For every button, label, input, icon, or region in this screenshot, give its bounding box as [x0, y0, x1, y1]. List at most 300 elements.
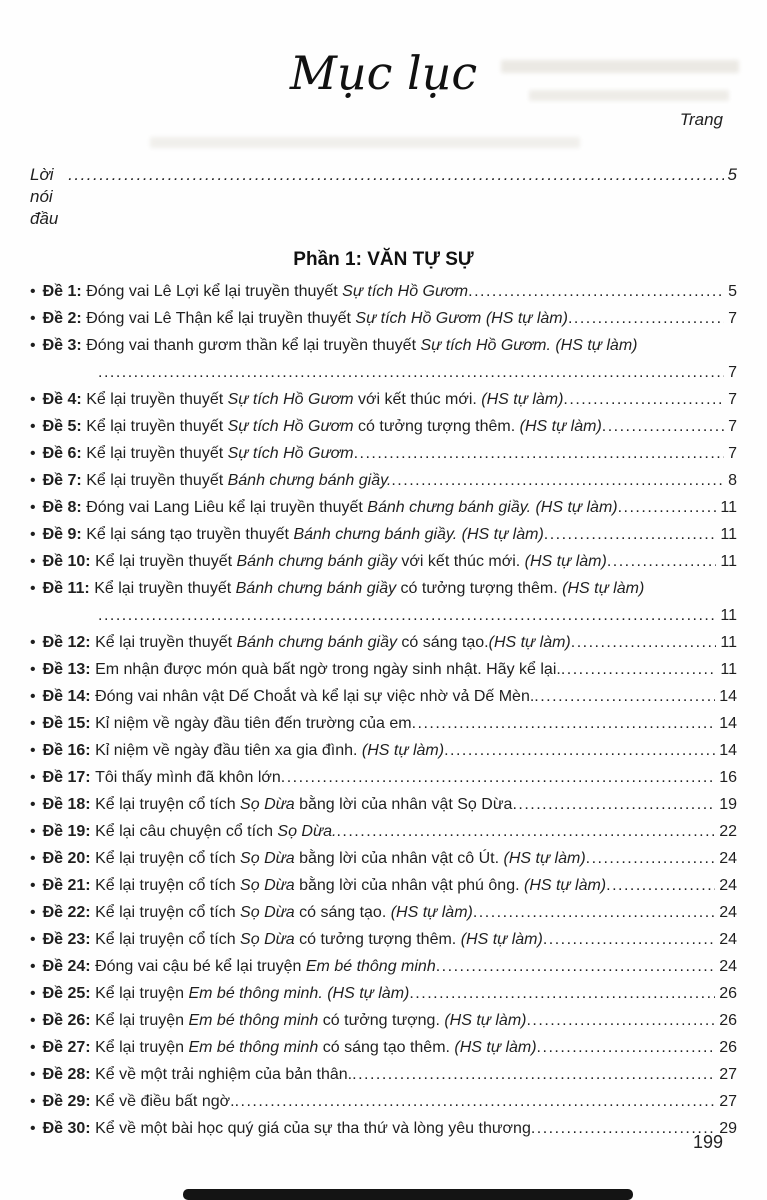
- entry-label: Đề 7:: [42, 472, 87, 489]
- bullet-icon: •: [30, 634, 36, 651]
- toc-entry-line: [30, 1061, 737, 1088]
- entry-title-segment: Sự tích Hồ Gươm (HS tự làm): [355, 310, 568, 327]
- entry-text: [43, 791, 513, 818]
- entry-text-segment: Kỉ niệm về ngày đầu tiên xa gia đình.: [95, 742, 362, 759]
- toc-entry-line: [30, 521, 737, 548]
- bullet-icon: •: [30, 580, 36, 597]
- toc-entry-line: [30, 872, 737, 899]
- entry-title-segment: (HS tự làm): [523, 877, 607, 894]
- entry-text: [43, 386, 564, 413]
- toc-entry: [30, 1007, 737, 1034]
- entry-page-number: 27: [719, 1066, 737, 1083]
- entry-page-number: 26: [719, 1012, 737, 1029]
- toc-entry: [30, 656, 737, 683]
- entry-text: [43, 683, 535, 710]
- entry-label: Đề 15:: [42, 715, 96, 732]
- dot-leader: [391, 467, 724, 494]
- entry-page-number: 14: [719, 715, 737, 732]
- entry-label: Đề 5:: [42, 418, 87, 435]
- entry-title-segment: Sự tích Hồ Gươm. (HS tự làm): [420, 337, 638, 354]
- toc-entry: [30, 872, 737, 899]
- bullet-icon: •: [30, 391, 36, 408]
- entry-page-number: 27: [719, 1093, 737, 1110]
- toc-entry-line: [30, 791, 737, 818]
- entry-text-segment: có tưởng tượng thêm.: [396, 580, 563, 597]
- toc-entry: [30, 926, 737, 953]
- toc-entry: [30, 413, 737, 440]
- entry-page-number: 7: [728, 418, 737, 435]
- entry-page-number: 19: [719, 796, 737, 813]
- entry-label: Đề 29:: [42, 1093, 96, 1110]
- entry-text-segment: bằng lời của nhân vật Sọ Dừa: [294, 796, 513, 813]
- dot-leader: [352, 1061, 715, 1088]
- dot-leader: [544, 521, 717, 548]
- entry-label: Đề 12:: [42, 634, 96, 651]
- entry-title-segment: Bánh chưng bánh giầy: [236, 634, 397, 651]
- entry-title-segment: (HS tự làm): [519, 418, 602, 435]
- intro-label: Lời nói đầu: [30, 165, 59, 228]
- toc-entry: [30, 467, 737, 494]
- entry-text-segment: Kể lại truyền thuyết: [95, 553, 237, 570]
- entry-page-number: 8: [728, 472, 737, 489]
- entry-text: [43, 467, 392, 494]
- entry-title-segment: Sọ Dừa.: [277, 823, 337, 840]
- dot-leader: [563, 386, 724, 413]
- bullet-icon: •: [30, 715, 36, 732]
- entry-label: Đề 19:: [42, 823, 96, 840]
- page-column-label: Trang: [679, 110, 723, 129]
- bullet-icon: •: [30, 796, 36, 813]
- dot-leader: [98, 602, 716, 629]
- entry-text: [43, 575, 645, 602]
- entry-label: Đề 30:: [42, 1120, 96, 1137]
- toc-entry-line: [30, 332, 737, 359]
- entry-text-segment: Kể lại truyền thuyết: [94, 580, 236, 597]
- entry-title-segment: Sọ Dừa: [240, 904, 295, 921]
- entry-title-segment: Sự tích Hồ Gươm: [227, 391, 354, 408]
- toc-entry: [30, 332, 737, 386]
- entry-text: [43, 845, 586, 872]
- bullet-icon: •: [30, 850, 36, 867]
- bullet-icon: •: [30, 688, 36, 705]
- entry-page-number: 24: [719, 931, 737, 948]
- entry-page-number: 11: [720, 634, 737, 651]
- toc-entry: [30, 629, 737, 656]
- entry-text-segment: Đóng vai cậu bé kể lại truyện: [95, 958, 306, 975]
- toc-entry: [30, 737, 737, 764]
- entry-page-number: 24: [719, 904, 737, 921]
- section-heading: Phần 1: VĂN TỰ SỰ: [293, 249, 474, 270]
- entry-page-number: 16: [719, 769, 737, 786]
- toc-entry: [30, 818, 737, 845]
- dot-leader: [543, 926, 715, 953]
- entry-text-segment: Kể về một trải nghiệm của bản thân.: [95, 1066, 353, 1083]
- toc-entry-line: [30, 845, 737, 872]
- dot-leader: [534, 683, 715, 710]
- dot-leader: [336, 818, 715, 845]
- toc-list: [30, 278, 737, 1142]
- entry-text-segment: Đóng vai Lê Thận kể lại truyền thuyết: [86, 310, 356, 327]
- entry-text-segment: Kể lại truyện: [95, 1039, 189, 1056]
- entry-label: Đề 8:: [42, 499, 87, 516]
- dot-leader: [568, 305, 724, 332]
- intro-page-number: 5: [727, 165, 737, 184]
- entry-text: [43, 656, 561, 683]
- entry-label: Đề 23:: [42, 931, 96, 948]
- entry-label: Đề 1:: [42, 283, 87, 300]
- bullet-icon: •: [30, 1012, 36, 1029]
- entry-text-segment: Kể lại truyện: [95, 985, 189, 1002]
- entry-page-number: 11: [720, 526, 737, 543]
- entry-text-segment: có sáng tạo thêm.: [318, 1039, 455, 1056]
- toc-entry: [30, 1061, 737, 1088]
- entry-page-number: 24: [719, 877, 737, 894]
- entry-label: Đề 24:: [42, 958, 96, 975]
- toc-entry: [30, 548, 737, 575]
- entry-label: Đề 27:: [42, 1039, 96, 1056]
- entry-text: [43, 1061, 353, 1088]
- bullet-icon: •: [30, 742, 36, 759]
- bullet-icon: •: [30, 931, 36, 948]
- scan-edge-artifact: [183, 1189, 633, 1200]
- dot-leader: [618, 494, 717, 521]
- entry-text-segment: Em nhận được món quà bất ngờ trong ngày sinh nhật. Hãy kể lại.: [95, 661, 561, 678]
- bullet-icon: •: [30, 904, 36, 921]
- entry-text-segment: có tưởng tượng thêm.: [294, 931, 461, 948]
- toc-entry: [30, 305, 737, 332]
- entry-title-segment: Sự tích Hồ Gươm: [227, 445, 354, 462]
- toc-entry-line: [30, 764, 737, 791]
- toc-entry: [30, 845, 737, 872]
- entry-title-segment: Bánh chưng bánh giầy: [235, 580, 397, 597]
- toc-entry: [30, 710, 737, 737]
- bleed-through-artifact: [501, 60, 739, 73]
- toc-entry: [30, 386, 737, 413]
- dot-leader: [436, 953, 715, 980]
- entry-label: Đề 26:: [42, 1012, 96, 1029]
- toc-entry-line: [30, 899, 737, 926]
- entry-text-segment: Kể lại câu chuyện cổ tích: [95, 823, 278, 840]
- entry-text: [43, 710, 412, 737]
- toc-entry: [30, 494, 737, 521]
- entry-text: [43, 818, 337, 845]
- entry-title-segment: Bánh chưng bánh giầy. (HS tự làm): [367, 499, 618, 516]
- entry-page-number: 24: [719, 850, 737, 867]
- bullet-icon: •: [30, 769, 36, 786]
- entry-text: [43, 1115, 531, 1142]
- entry-page-number: 11: [720, 607, 737, 624]
- entry-title-segment: (HS tự làm): [503, 850, 586, 867]
- entry-label: Đề 17:: [42, 769, 96, 786]
- entry-page-number: 11: [720, 499, 737, 516]
- toc-entry-line: [30, 548, 737, 575]
- dot-leader: [98, 359, 724, 386]
- entry-text-segment: với kết thúc mới.: [396, 553, 525, 570]
- entry-text: [43, 629, 571, 656]
- entry-text-segment: bằng lời của nhân vật cô Út.: [294, 850, 504, 867]
- toc-entry-line: [30, 386, 737, 413]
- bullet-icon: •: [30, 418, 36, 435]
- toc-entry: [30, 980, 737, 1007]
- entry-label: Đề 22:: [42, 904, 96, 921]
- entry-label: Đề 18:: [42, 796, 96, 813]
- entry-text: [43, 980, 410, 1007]
- entry-title-segment: (HS tự làm): [562, 580, 645, 597]
- bleed-through-artifact: [529, 90, 729, 101]
- entry-label: Đề 25:: [42, 985, 96, 1002]
- entry-text-segment: Kể về một bài học quý giá của sự tha thứ và lòng yêu thương: [95, 1120, 531, 1137]
- entry-label: Đề 9:: [42, 526, 87, 543]
- entry-text-segment: Kể lại truyện cổ tích: [95, 850, 241, 867]
- entry-text-segment: Kể về điều bất ngờ.: [95, 1093, 235, 1110]
- toc-entry: [30, 1115, 737, 1142]
- bullet-icon: •: [30, 1120, 36, 1137]
- entry-page-number: 29: [719, 1120, 737, 1137]
- entry-text: [43, 1088, 235, 1115]
- bullet-icon: •: [30, 445, 36, 462]
- toc-entry-continuation: [30, 602, 737, 629]
- entry-label: Đề 21:: [42, 877, 96, 894]
- toc-entry: [30, 953, 737, 980]
- entry-text: [43, 278, 469, 305]
- entry-page-number: 24: [719, 958, 737, 975]
- bullet-icon: •: [30, 499, 36, 516]
- dot-leader: [235, 1088, 716, 1115]
- entry-text-segment: có tưởng tượng thêm.: [353, 418, 520, 435]
- bullet-icon: •: [30, 337, 36, 354]
- bullet-icon: •: [30, 1093, 36, 1110]
- entry-title-segment: Bánh chưng bánh giầy. (HS tự làm): [293, 526, 544, 543]
- dot-leader: [571, 629, 717, 656]
- toc-entry: [30, 278, 737, 305]
- dot-leader: [602, 413, 724, 440]
- entry-title-segment: (HS tự làm): [524, 553, 607, 570]
- bullet-icon: •: [30, 1039, 36, 1056]
- entry-text-segment: Đóng vai Lê Lợi kể lại truyền thuyết: [86, 283, 343, 300]
- entry-page-number: 7: [728, 391, 737, 408]
- toc-entry-line: [30, 1115, 737, 1142]
- dot-leader: [473, 899, 715, 926]
- entry-text-segment: Kể lại truyện cổ tích: [95, 796, 241, 813]
- entry-label: Đề 11:: [42, 580, 95, 597]
- bullet-icon: •: [30, 823, 36, 840]
- toc-entry-line: [30, 710, 737, 737]
- dot-leader: [512, 791, 715, 818]
- entry-title-segment: (HS tự làm): [488, 634, 571, 651]
- entry-text-segment: có sáng tạo.: [396, 634, 489, 651]
- dot-leader: [468, 278, 724, 305]
- entry-text: [43, 1034, 537, 1061]
- entry-text: [43, 764, 281, 791]
- entry-title-segment: (HS tự làm): [390, 904, 473, 921]
- dot-leader: [281, 764, 715, 791]
- entry-page-number: 14: [719, 688, 737, 705]
- folio-page-number: 199: [692, 1132, 723, 1152]
- entry-title-segment: Sự tích Hồ Gươm: [227, 418, 354, 435]
- entry-label: Đề 3:: [42, 337, 87, 354]
- toc-entry-line: [30, 980, 737, 1007]
- entry-text: [43, 305, 568, 332]
- bullet-icon: •: [30, 526, 36, 543]
- bullet-icon: •: [30, 1066, 36, 1083]
- bullet-icon: •: [30, 985, 36, 1002]
- entry-text-segment: Đóng vai thanh gươm thần kể lại truyền thuyết: [86, 337, 421, 354]
- toc-entry: [30, 683, 737, 710]
- entry-text: [43, 548, 607, 575]
- toc-entry: [30, 764, 737, 791]
- entry-text: [43, 332, 638, 359]
- entry-page-number: 7: [728, 445, 737, 462]
- toc-entry-line: [30, 737, 737, 764]
- entry-text-segment: Kể lại truyện cổ tích: [95, 904, 241, 921]
- entry-text-segment: với kết thúc mới.: [353, 391, 482, 408]
- entry-text-segment: Kể lại truyền thuyết: [86, 445, 228, 462]
- entry-title-segment: Sự tích Hồ Gươm: [342, 283, 469, 300]
- dot-leader: [606, 872, 715, 899]
- entry-page-number: 7: [728, 310, 737, 327]
- entry-text-segment: Tôi thấy mình đã khôn lớn: [95, 769, 281, 786]
- entry-title-segment: Sọ Dừa: [240, 850, 295, 867]
- dot-leader: [409, 980, 715, 1007]
- entry-text: [43, 926, 543, 953]
- dot-leader: [531, 1115, 715, 1142]
- entry-text-segment: Kể lại truyện: [95, 1012, 189, 1029]
- entry-text-segment: Kỉ niệm về ngày đầu tiên đến trường của em: [95, 715, 412, 732]
- bullet-icon: •: [30, 958, 36, 975]
- entry-title-segment: (HS tự làm): [454, 1039, 537, 1056]
- toc-entry: [30, 899, 737, 926]
- entry-title-segment: (HS tự làm): [361, 742, 445, 759]
- toc-entry-line: [30, 305, 737, 332]
- dot-leader: [526, 1007, 715, 1034]
- entry-text: [43, 521, 544, 548]
- toc-entry: [30, 791, 737, 818]
- toc-entry-line: [30, 953, 737, 980]
- toc-entry: [30, 1088, 737, 1115]
- bullet-icon: •: [30, 877, 36, 894]
- entry-title-segment: (HS tự làm): [444, 1012, 527, 1029]
- entry-text: [43, 737, 444, 764]
- bullet-icon: •: [30, 472, 36, 489]
- entry-text-segment: bằng lời của nhân vật phú ông.: [294, 877, 524, 894]
- entry-title-segment: Em bé thông minh. (HS tự làm): [188, 985, 410, 1002]
- toc-entry-line: [30, 926, 737, 953]
- dot-leader: [607, 548, 717, 575]
- toc-entry-line: [30, 440, 737, 467]
- entry-title-segment: (HS tự làm): [460, 931, 543, 948]
- entry-page-number: 11: [720, 553, 737, 570]
- entry-page-number: 5: [728, 283, 737, 300]
- toc-entry: [30, 521, 737, 548]
- dot-leader: [537, 1034, 716, 1061]
- dot-leader: [412, 710, 716, 737]
- entry-text: [43, 1007, 527, 1034]
- entry-text: [43, 953, 436, 980]
- bullet-icon: •: [30, 283, 36, 300]
- entry-title-segment: (HS tự làm): [481, 391, 564, 408]
- entry-text-segment: Kể lại truyện cổ tích: [95, 931, 241, 948]
- entry-text-segment: Kể lại truyền thuyết: [95, 634, 237, 651]
- toc-entry: [30, 440, 737, 467]
- toc-entry-line: [30, 278, 737, 305]
- entry-label: Đề 28:: [42, 1066, 96, 1083]
- entry-title-segment: Em bé thông minh: [305, 958, 436, 975]
- toc-entry: [30, 1034, 737, 1061]
- entry-title-segment: Bánh chưng bánh giầy: [236, 553, 397, 570]
- entry-text-segment: Đóng vai nhân vật Dế Choắt và kể lại sự việc nhờ vả Dế Mèn.: [95, 688, 535, 705]
- entry-text-segment: Đóng vai Lang Liêu kể lại truyền thuyết: [86, 499, 368, 516]
- toc-entry-continuation: [30, 359, 737, 386]
- entry-page-number: 22: [719, 823, 737, 840]
- entry-text: [43, 494, 618, 521]
- entry-title-segment: Sọ Dừa: [240, 877, 295, 894]
- entry-text: [43, 872, 607, 899]
- entry-page-number: 7: [728, 364, 737, 381]
- dot-leader: [561, 656, 717, 683]
- toc-entry-line: [30, 1034, 737, 1061]
- entry-label: Đề 20:: [42, 850, 96, 867]
- entry-page-number: 14: [719, 742, 737, 759]
- entry-page-number: 26: [719, 1039, 737, 1056]
- entry-title-segment: Bánh chưng bánh giầy.: [227, 472, 392, 489]
- toc-entry-line: [30, 575, 737, 602]
- toc-entry-line: [30, 629, 737, 656]
- entry-text-segment: Kể lại truyền thuyết: [86, 472, 228, 489]
- entry-label: Đề 16:: [42, 742, 96, 759]
- entry-title-segment: Sọ Dừa: [240, 796, 295, 813]
- toc-title: Mục lục: [289, 46, 478, 100]
- entry-text-segment: có tưởng tượng.: [318, 1012, 445, 1029]
- intro-entry: [30, 164, 737, 230]
- entry-title-segment: Em bé thông minh: [188, 1012, 319, 1029]
- entry-title-segment: Em bé thông minh: [188, 1039, 319, 1056]
- dot-leader: [586, 845, 716, 872]
- toc-entry-line: [30, 818, 737, 845]
- entry-text: [43, 413, 602, 440]
- entry-label: Đề 14:: [42, 688, 96, 705]
- dot-leader: [444, 737, 715, 764]
- dot-leader: [68, 164, 723, 186]
- toc-entry-line: [30, 683, 737, 710]
- toc-entry-line: [30, 1007, 737, 1034]
- entry-page-number: 26: [719, 985, 737, 1002]
- entry-text: [43, 899, 473, 926]
- entry-label: Đề 10:: [42, 553, 96, 570]
- toc-entry: [30, 575, 737, 629]
- toc-entry-line: [30, 413, 737, 440]
- bullet-icon: •: [30, 553, 36, 570]
- entry-text: [43, 440, 354, 467]
- entry-label: Đề 4:: [42, 391, 87, 408]
- toc-entry-line: [30, 494, 737, 521]
- entry-label: Đề 6:: [42, 445, 87, 462]
- entry-title-segment: Sọ Dừa: [240, 931, 295, 948]
- entry-label: Đề 2:: [42, 310, 87, 327]
- toc-entry-line: [30, 1088, 737, 1115]
- bullet-icon: •: [30, 661, 36, 678]
- toc-entry-line: [30, 656, 737, 683]
- bullet-icon: •: [30, 310, 36, 327]
- entry-text-segment: Kể lại truyền thuyết: [86, 391, 228, 408]
- toc-entry-line: [30, 467, 737, 494]
- entry-page-number: 11: [720, 661, 737, 678]
- entry-text-segment: có sáng tạo.: [294, 904, 391, 921]
- bleed-through-artifact: [150, 137, 580, 148]
- entry-text-segment: Kể lại sáng tạo truyền thuyết: [86, 526, 294, 543]
- entry-text-segment: Kể lại truyện cổ tích: [95, 877, 241, 894]
- entry-label: Đề 13:: [42, 661, 96, 678]
- dot-leader: [354, 440, 725, 467]
